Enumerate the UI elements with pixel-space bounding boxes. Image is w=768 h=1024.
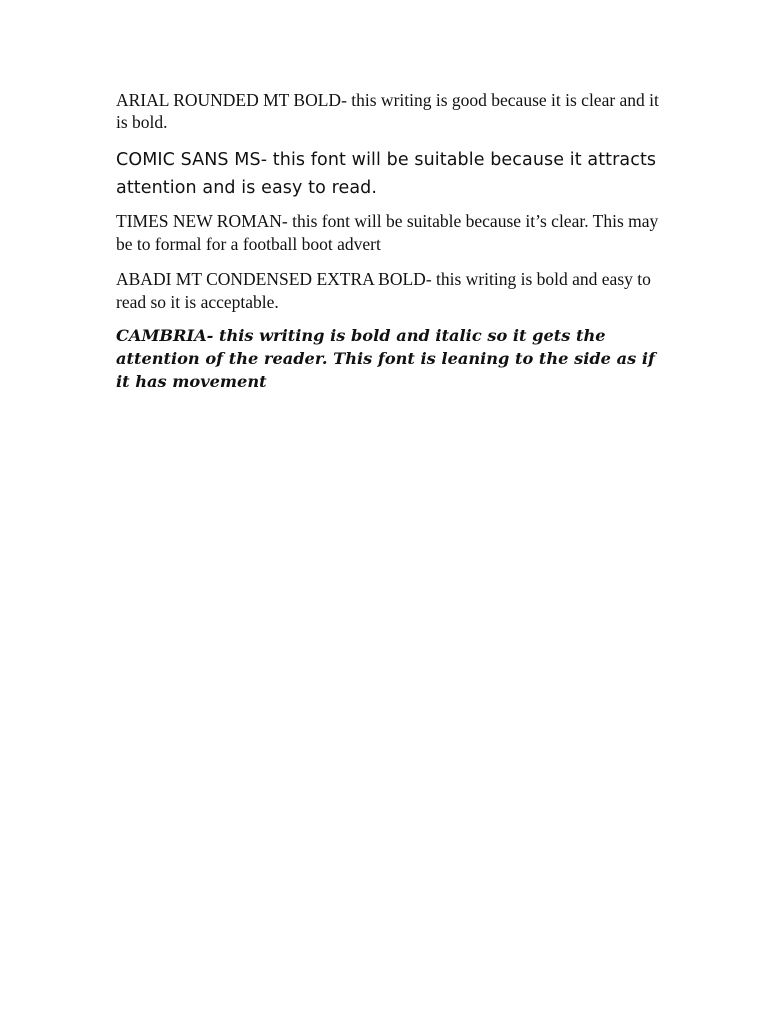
paragraph-times-new-roman: TIMES NEW ROMAN- this font will be suitable because it’s clear. This may be to formal for a football boot advert (116, 211, 659, 254)
paragraph-abadi-condensed: ABADI MT CONDENSED EXTRA BOLD- this writing is bold and easy to read so it is acceptable. (116, 269, 651, 312)
paragraph-cambria: CAMBRIA- this writing is bold and italic so it gets the attention of the reader. This font is leaning to the side as if it has movement (116, 326, 655, 391)
paragraph-comic-sans: COMIC SANS MS- this font will be suitable because it attracts attention and is easy to read. (116, 150, 657, 198)
paragraph-arial-rounded: ARIAL ROUNDED MT BOLD- this writing is good because it is clear and it is bold. (116, 90, 659, 132)
